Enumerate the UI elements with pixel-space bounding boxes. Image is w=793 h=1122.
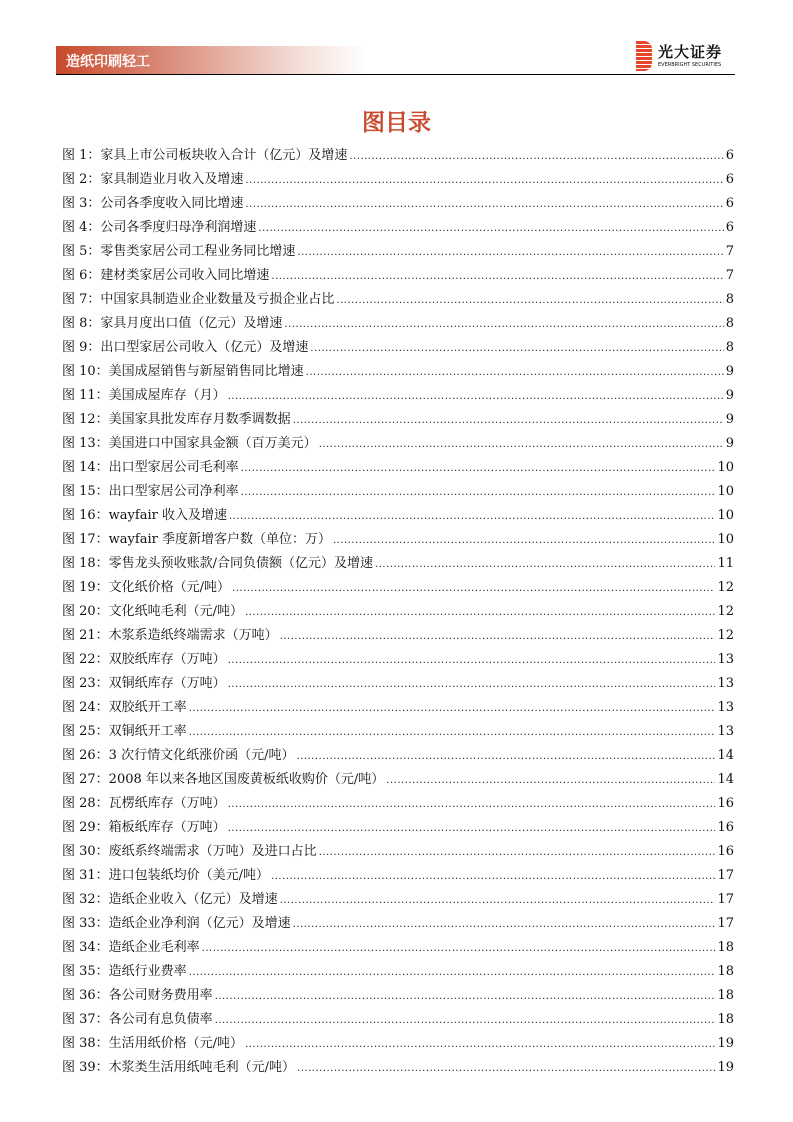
toc-entry-label[interactable]: 图 35：造纸行业费率	[62, 964, 187, 979]
toc-entry[interactable]	[62, 1032, 734, 1056]
toc-entry-label[interactable]: 图 17：wayfair 季度新增客户数（单位：万）	[62, 532, 331, 547]
toc-leader-dots	[228, 649, 716, 673]
toc-entry-label[interactable]: 图 8：家具月度出口值（亿元）及增速	[62, 316, 283, 331]
toc-entry[interactable]	[62, 528, 734, 552]
toc-entry-label[interactable]: 图 22：双胶纸库存（万吨）	[62, 652, 226, 667]
toc-entry-label[interactable]: 图 28：瓦楞纸库存（万吨）	[62, 796, 226, 811]
toc-entry-label[interactable]: 图 21：木浆系造纸终端需求（万吨）	[62, 628, 278, 643]
toc-page-number[interactable]: 9	[725, 436, 734, 451]
toc-entry-label[interactable]: 图 15：出口型家居公司净利率	[62, 484, 239, 499]
toc-entry-label[interactable]: 图 26：3 次行情文化纸涨价函（元/吨）	[62, 748, 295, 763]
toc-page-number[interactable]: 14	[717, 772, 734, 787]
toc-entry[interactable]	[62, 648, 734, 672]
toc-entry-label[interactable]: 图 19：文化纸价格（元/吨）	[62, 580, 231, 595]
toc-leader-dots	[293, 409, 724, 433]
toc-entry-label[interactable]: 图 12：美国家具批发库存月数季调数据	[62, 412, 291, 427]
toc-entry-label[interactable]: 图 36：各公司财务费用率	[62, 988, 213, 1003]
toc-leader-dots	[229, 505, 715, 529]
toc-entry-label[interactable]: 图 37：各公司有息负债率	[62, 1012, 213, 1027]
toc-leader-dots	[245, 193, 723, 217]
toc-entry-label[interactable]: 图 27：2008 年以来各地区国废黄板纸收购价（元/吨）	[62, 772, 385, 787]
company-logo	[636, 41, 736, 71]
toc-leader-dots	[296, 745, 715, 769]
toc-entry[interactable]	[62, 144, 734, 168]
toc-entry[interactable]	[62, 576, 734, 600]
toc-page-number[interactable]: 17	[717, 892, 734, 907]
logo-cn-text: 光大证券	[658, 43, 723, 61]
toc-leader-dots	[284, 313, 723, 337]
toc-page-number[interactable]: 17	[717, 916, 734, 931]
header-section-title: 造纸印刷轻工	[66, 54, 150, 70]
toc-entry-label[interactable]: 图 11：美国成屋库存（月）	[62, 388, 226, 403]
toc-leader-dots	[228, 793, 716, 817]
toc-entry-label[interactable]: 图 18：零售龙头预收账款/合同负债额（亿元）及增速	[62, 556, 374, 571]
toc-page-number[interactable]: 18	[717, 988, 734, 1003]
toc-page-number[interactable]: 6	[725, 172, 734, 187]
toc-leader-dots	[228, 817, 716, 841]
toc-page-number[interactable]: 19	[717, 1036, 734, 1051]
toc-entry-label[interactable]: 图 5：零售类家居公司工程业务同比增速	[62, 244, 296, 259]
figure-list	[62, 144, 734, 1080]
toc-leader-dots	[280, 625, 716, 649]
toc-leader-dots	[271, 865, 715, 889]
toc-entry[interactable]	[62, 408, 734, 432]
toc-page-number[interactable]: 6	[725, 148, 734, 163]
toc-leader-dots	[319, 841, 716, 865]
toc-entry-label[interactable]: 图 20：文化纸吨毛利（元/吨）	[62, 604, 244, 619]
toc-leader-dots	[228, 673, 716, 697]
toc-leader-dots	[241, 481, 716, 505]
toc-entry-label[interactable]: 图 30：废纸系终端需求（万吨）及进口占比	[62, 844, 317, 859]
toc-entry[interactable]	[62, 192, 734, 216]
toc-entry[interactable]	[62, 600, 734, 624]
toc-leader-dots	[375, 553, 715, 577]
toc-entry-label[interactable]: 图 33：造纸企业净利润（亿元）及增速	[62, 916, 291, 931]
toc-leader-dots	[280, 889, 716, 913]
toc-page-number[interactable]: 6	[725, 220, 734, 235]
toc-entry[interactable]	[62, 480, 734, 504]
toc-entry[interactable]	[62, 984, 734, 1008]
toc-page-number[interactable]: 7	[725, 268, 734, 283]
toc-leader-dots	[349, 145, 723, 169]
toc-leader-dots	[228, 385, 724, 409]
toc-page-number[interactable]: 13	[717, 700, 734, 715]
toc-entry[interactable]	[62, 216, 734, 240]
toc-leader-dots	[245, 601, 715, 625]
toc-entry[interactable]	[62, 744, 734, 768]
toc-page-number[interactable]: 12	[717, 580, 734, 595]
toc-entry[interactable]	[62, 264, 734, 288]
toc-page-number[interactable]: 6	[725, 196, 734, 211]
toc-page-number[interactable]: 13	[717, 676, 734, 691]
toc-page-number[interactable]: 18	[717, 964, 734, 979]
toc-page-number[interactable]: 9	[725, 412, 734, 427]
toc-entry[interactable]	[62, 792, 734, 816]
toc-entry-label[interactable]: 图 23：双铜纸库存（万吨）	[62, 676, 226, 691]
toc-page-number[interactable]: 12	[717, 628, 734, 643]
toc-page-number[interactable]: 16	[717, 796, 734, 811]
toc-leader-dots	[215, 1009, 716, 1033]
toc-entry[interactable]	[62, 288, 734, 312]
toc-page-number[interactable]: 13	[717, 652, 734, 667]
toc-entry-label[interactable]: 图 10：美国成屋销售与新屋销售同比增速	[62, 364, 304, 379]
toc-entry[interactable]	[62, 552, 734, 576]
toc-entry-label[interactable]: 图 7：中国家具制造业企业数量及亏损企业占比	[62, 292, 335, 307]
toc-leader-dots	[232, 577, 715, 601]
toc-entry-label[interactable]: 图 16：wayfair 收入及增速	[62, 508, 227, 523]
toc-entry-label[interactable]: 图 9：出口型家居公司收入（亿元）及增速	[62, 340, 309, 355]
toc-leader-dots	[189, 697, 716, 721]
toc-entry-label[interactable]: 图 13：美国进口中国家具金额（百万美元）	[62, 436, 317, 451]
toc-entry[interactable]	[62, 312, 734, 336]
toc-entry[interactable]	[62, 696, 734, 720]
toc-entry[interactable]	[62, 864, 734, 888]
toc-entry[interactable]	[62, 768, 734, 792]
toc-page-number[interactable]: 14	[717, 748, 734, 763]
toc-leader-dots	[333, 529, 715, 553]
logo-en-text: EVERBRIGHT SECURITIES	[658, 62, 722, 68]
toc-entry-label[interactable]: 图 3：公司各季度收入同比增速	[62, 196, 244, 211]
toc-leader-dots	[189, 721, 716, 745]
toc-entry-label[interactable]: 图 6：建材类家居公司收入同比增速	[62, 268, 270, 283]
toc-entry[interactable]	[62, 360, 734, 384]
toc-entry-label[interactable]: 图 32：造纸企业收入（亿元）及增速	[62, 892, 278, 907]
toc-page-number[interactable]: 9	[725, 364, 734, 379]
toc-entry[interactable]	[62, 912, 734, 936]
toc-entry[interactable]	[62, 840, 734, 864]
toc-entry[interactable]	[62, 168, 734, 192]
toc-page-number[interactable]: 16	[717, 820, 734, 835]
toc-page-number[interactable]: 16	[717, 844, 734, 859]
toc-entry[interactable]	[62, 960, 734, 984]
toc-leader-dots	[258, 217, 723, 241]
toc-entry-label[interactable]: 图 24：双胶纸开工率	[62, 700, 187, 715]
toc-entry[interactable]	[62, 504, 734, 528]
toc-page-number[interactable]: 18	[717, 940, 734, 955]
toc-entry[interactable]	[62, 1008, 734, 1032]
toc-page-number[interactable]: 10	[717, 508, 734, 523]
toc-leader-dots	[271, 265, 723, 289]
toc-page-number[interactable]: 10	[717, 532, 734, 547]
toc-entry-label[interactable]: 图 4：公司各季度归母净利润增速	[62, 220, 257, 235]
toc-leader-dots	[336, 289, 723, 313]
toc-entry-label[interactable]: 图 31：进口包装纸均价（美元/吨）	[62, 868, 270, 883]
toc-leader-dots	[386, 769, 715, 793]
toc-entry[interactable]	[62, 888, 734, 912]
toc-entry[interactable]	[62, 624, 734, 648]
toc-page-number[interactable]: 8	[725, 292, 734, 307]
toc-leader-dots	[319, 433, 724, 457]
toc-entry[interactable]	[62, 720, 734, 744]
toc-page-number[interactable]: 8	[725, 316, 734, 331]
toc-page-number[interactable]: 12	[717, 604, 734, 619]
toc-entry[interactable]	[62, 456, 734, 480]
logo-mark-icon	[636, 41, 652, 71]
toc-leader-dots	[202, 937, 716, 961]
toc-leader-dots	[245, 1033, 715, 1057]
toc-leader-dots	[310, 337, 723, 361]
toc-page-number[interactable]: 17	[717, 868, 734, 883]
toc-entry[interactable]	[62, 336, 734, 360]
toc-leader-dots	[293, 913, 716, 937]
toc-leader-dots	[297, 241, 723, 265]
toc-page-number[interactable]: 10	[717, 460, 734, 475]
page-title: 图目录	[362, 110, 431, 136]
toc-page-number[interactable]: 19	[717, 1060, 734, 1075]
toc-page-number[interactable]: 8	[725, 340, 734, 355]
toc-entry-label[interactable]: 图 39：木浆类生活用纸吨毛利（元/吨）	[62, 1060, 296, 1075]
toc-entry[interactable]	[62, 432, 734, 456]
toc-page-number[interactable]: 18	[717, 1012, 734, 1027]
toc-entry[interactable]	[62, 816, 734, 840]
toc-entry[interactable]	[62, 384, 734, 408]
toc-page-number[interactable]: 13	[717, 724, 734, 739]
toc-entry[interactable]	[62, 672, 734, 696]
toc-entry-label[interactable]: 图 38：生活用纸价格（元/吨）	[62, 1036, 244, 1051]
toc-entry-label[interactable]: 图 2：家具制造业月收入及增速	[62, 172, 244, 187]
toc-leader-dots	[245, 169, 723, 193]
toc-entry-label[interactable]: 图 34：造纸企业毛利率	[62, 940, 200, 955]
toc-page-number[interactable]: 10	[717, 484, 734, 499]
toc-entry-label[interactable]: 图 14：出口型家居公司毛利率	[62, 460, 239, 475]
toc-leader-dots	[297, 1057, 715, 1081]
toc-leader-dots	[189, 961, 716, 985]
toc-entry-label[interactable]: 图 29：箱板纸库存（万吨）	[62, 820, 226, 835]
toc-entry[interactable]	[62, 240, 734, 264]
toc-page-number[interactable]: 9	[725, 388, 734, 403]
toc-entry[interactable]	[62, 1056, 734, 1080]
toc-entry[interactable]	[62, 936, 734, 960]
toc-leader-dots	[241, 457, 716, 481]
toc-leader-dots	[215, 985, 716, 1009]
header-divider	[56, 74, 735, 75]
toc-page-number[interactable]: 7	[725, 244, 734, 259]
toc-leader-dots	[306, 361, 724, 385]
toc-entry-label[interactable]: 图 1：家具上市公司板块收入合计（亿元）及增速	[62, 148, 348, 163]
toc-entry-label[interactable]: 图 25：双铜纸开工率	[62, 724, 187, 739]
toc-page-number[interactable]: 11	[717, 556, 734, 571]
